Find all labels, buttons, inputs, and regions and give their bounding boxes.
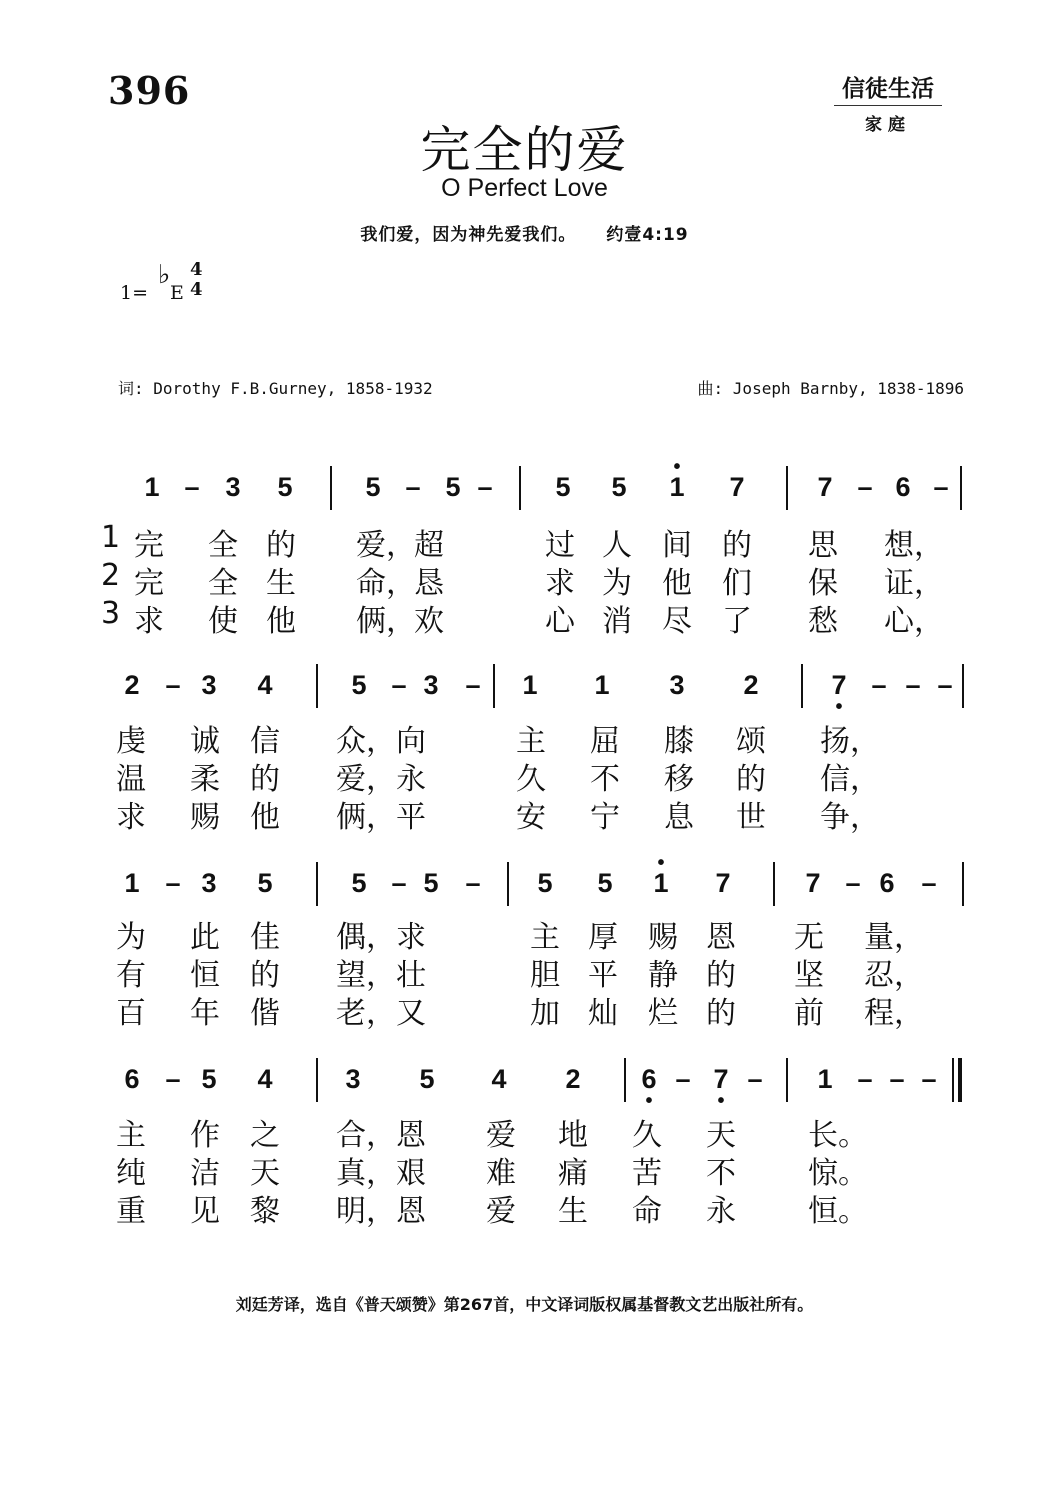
barline	[316, 862, 318, 906]
subcategory-label: 家庭	[865, 115, 911, 135]
note: 5	[351, 868, 367, 898]
note: 5	[611, 472, 627, 502]
octave-down-dot: •	[717, 1090, 725, 1112]
lyric-char: 之	[250, 1118, 280, 1153]
lyric-char: 2	[101, 558, 121, 593]
lyric-char: 纯	[116, 1156, 146, 1191]
lyric-char: 尽	[662, 604, 692, 639]
barline	[316, 664, 318, 708]
lyric-char: 心，	[884, 604, 944, 639]
dash-note: –	[871, 670, 887, 700]
lyric-char: 作	[190, 1118, 220, 1153]
dash-note: –	[905, 670, 921, 700]
lyric-char: 不	[706, 1156, 736, 1191]
lyric-char: 生	[558, 1194, 588, 1229]
lyric-char: 的	[250, 958, 280, 993]
note: 2	[743, 670, 759, 700]
lyric-char: 烂	[648, 996, 678, 1031]
lyric-char: 的	[266, 528, 296, 563]
lyric-char: 量，	[864, 920, 924, 955]
lyric-char: 间	[662, 528, 692, 563]
lyric-char: 地	[558, 1118, 588, 1153]
dash-note: –	[857, 472, 873, 502]
lyric-char: 全	[208, 528, 238, 563]
lyric-char: 加	[530, 996, 560, 1031]
note: 4	[257, 670, 273, 700]
note: 5	[365, 472, 381, 502]
lyric-char: 恩	[396, 1194, 426, 1229]
music-credit: 曲: Joseph Barnby, 1838-1896	[697, 379, 964, 398]
note: 4	[257, 1064, 273, 1094]
lyric-char: 静	[648, 958, 678, 993]
lyric-char: 3	[101, 596, 121, 631]
note: 2	[124, 670, 140, 700]
lyric-char: 壮	[396, 958, 426, 993]
lyric-char: 扬，	[820, 724, 880, 759]
barline	[962, 862, 964, 906]
lyric-char: 心	[545, 604, 575, 639]
lyric-char: 们	[722, 566, 752, 601]
lyric-char: 爱	[486, 1194, 516, 1229]
lyric-char: 思	[808, 528, 838, 563]
lyric-char: 久	[516, 762, 546, 797]
barline	[316, 1058, 318, 1102]
lyric-char: 超	[414, 528, 444, 563]
dash-note: –	[165, 868, 181, 898]
lyric-char: 颂	[736, 724, 766, 759]
lyric-char: 想，	[884, 528, 944, 563]
note: 3	[669, 670, 685, 700]
lyric-char: 消	[602, 604, 632, 639]
note: 5	[597, 868, 613, 898]
lyric-char: 年	[190, 996, 220, 1031]
note: 1	[594, 670, 610, 700]
lyric-char: 主	[116, 1118, 146, 1153]
flat-icon: ♭	[158, 260, 171, 290]
lyric-char: 完	[134, 566, 164, 601]
lyric-char: 宁	[590, 800, 620, 835]
note: 6	[879, 868, 895, 898]
lyric-char: 恩	[706, 920, 736, 955]
lyric-char: 的	[250, 762, 280, 797]
barline	[786, 466, 788, 510]
lyric-char: 灿	[588, 996, 618, 1031]
lyric-char: 合，	[336, 1118, 396, 1153]
lyric-char: 息	[664, 800, 694, 835]
dash-note: –	[391, 670, 407, 700]
dash-note: –	[465, 868, 481, 898]
note: 6	[895, 472, 911, 502]
dash-note: –	[165, 1064, 181, 1094]
note: 4	[491, 1064, 507, 1094]
note: 3	[225, 472, 241, 502]
dash-note: –	[921, 1064, 937, 1094]
lyric-char: 为	[116, 920, 146, 955]
lyric-char: 真，	[336, 1156, 396, 1191]
note: 7 •	[822, 670, 856, 701]
lyric-char: 老，	[336, 996, 396, 1031]
dash-note: –	[857, 1064, 873, 1094]
hymn-subtitle: O Perfect Love	[441, 174, 608, 202]
note: 3	[345, 1064, 361, 1094]
lyric-char: 求	[134, 604, 164, 639]
lyric-char: 程，	[864, 996, 924, 1031]
lyric-char: 又	[396, 996, 426, 1031]
time-signature	[190, 260, 203, 300]
lyric-char: 爱，	[356, 528, 416, 563]
note: 1 •	[644, 868, 678, 899]
dash-note: –	[921, 868, 937, 898]
lyric-char: 望，	[336, 958, 396, 993]
lyric-char: 恳	[414, 566, 444, 601]
octave-down-dot: •	[645, 1090, 653, 1112]
credits	[118, 376, 964, 399]
note: 5	[423, 868, 439, 898]
lyric-char: 他	[662, 566, 692, 601]
lyric-char: 赐	[190, 800, 220, 835]
note: 7	[729, 472, 745, 502]
hymn-number: 396	[108, 68, 191, 113]
lyric-char: 求	[116, 800, 146, 835]
lyric-char: 此	[190, 920, 220, 955]
dash-note: –	[933, 472, 949, 502]
lyric-char: 主	[516, 724, 546, 759]
lyric-char: 众，	[336, 724, 396, 759]
lyric-char: 爱，	[336, 762, 396, 797]
lyric-char: 洁	[190, 1156, 220, 1191]
barline	[624, 1058, 626, 1102]
hymn-title: 完全的爱	[420, 121, 629, 179]
note: 5	[419, 1064, 435, 1094]
lyric-char: 的	[706, 958, 736, 993]
verse-reference: 约壹4:19	[606, 225, 689, 245]
lyric-char: 虔	[116, 724, 146, 759]
lyric-char: 见	[190, 1194, 220, 1229]
lyric-char: 忍，	[864, 958, 924, 993]
barline	[493, 664, 495, 708]
lyric-char: 世	[736, 800, 766, 835]
note: 5	[445, 472, 461, 502]
lyric-char: 欢	[414, 604, 444, 639]
note: 1	[144, 472, 160, 502]
lyric-char: 完	[134, 528, 164, 563]
lyric-char: 命，	[356, 566, 416, 601]
lyric-char: 恒。	[808, 1194, 868, 1229]
barline	[507, 862, 509, 906]
lyric-char: 人	[602, 528, 632, 563]
lyric-char: 的	[736, 762, 766, 797]
barline	[960, 466, 962, 510]
lyric-char: 俩，	[356, 604, 416, 639]
lyric-char: 使	[208, 604, 238, 639]
lyric-char: 移	[664, 762, 694, 797]
lyric-char: 长。	[808, 1118, 868, 1153]
note: 1	[817, 1064, 833, 1094]
dash-note: –	[165, 670, 181, 700]
note: 5	[555, 472, 571, 502]
lyric-char: 向	[396, 724, 426, 759]
barline	[786, 1058, 788, 1102]
final-barline	[952, 1058, 954, 1102]
lyric-char: 明，	[336, 1194, 396, 1229]
lyric-char: 坚	[794, 958, 824, 993]
lyric-char: 他	[250, 800, 280, 835]
barline	[801, 664, 803, 708]
lyric-char: 为	[602, 566, 632, 601]
note: 5	[351, 670, 367, 700]
dash-note: –	[747, 1064, 763, 1094]
lyric-char: 的	[706, 996, 736, 1031]
note: 3	[423, 670, 439, 700]
lyric-char: 偕	[250, 996, 280, 1031]
lyric-char: 百	[116, 996, 146, 1031]
lyric-char: 无	[794, 920, 824, 955]
note: 1	[124, 868, 140, 898]
lyric-char: 命	[632, 1194, 662, 1229]
lyric-char: 爱	[486, 1118, 516, 1153]
lyric-char: 苦	[632, 1156, 662, 1191]
lyric-char: 保	[808, 566, 838, 601]
dash-note: –	[405, 472, 421, 502]
note: 3	[201, 670, 217, 700]
note: 7 •	[704, 1064, 738, 1095]
time-bottom: 4	[190, 279, 203, 300]
lyric-char: 厚	[588, 920, 618, 955]
key-prefix: 1=	[120, 282, 149, 304]
lyric-char: 难	[486, 1156, 516, 1191]
dash-note: –	[391, 868, 407, 898]
lyric-char: 诚	[190, 724, 220, 759]
octave-down-dot: •	[835, 696, 843, 718]
lyric-char: 求	[396, 920, 426, 955]
dash-note: –	[184, 472, 200, 502]
note: 1 •	[660, 472, 694, 503]
note: 2	[565, 1064, 581, 1094]
lyric-char: 艰	[396, 1156, 426, 1191]
lyric-char: 赐	[648, 920, 678, 955]
lyric-char: 争，	[820, 800, 880, 835]
lyric-char: 信，	[820, 762, 880, 797]
lyric-char: 证，	[884, 566, 944, 601]
lyric-char: 胆	[530, 958, 560, 993]
lyric-char: 了	[722, 604, 752, 639]
lyric-char: 安	[516, 800, 546, 835]
lyric-char: 偶，	[336, 920, 396, 955]
note: 7	[817, 472, 833, 502]
dash-note: –	[937, 670, 953, 700]
lyric-char: 久	[632, 1118, 662, 1153]
note: 7	[805, 868, 821, 898]
lyric-char: 恩	[396, 1118, 426, 1153]
lyric-char: 不	[590, 762, 620, 797]
lyric-char: 膝	[664, 724, 694, 759]
lyric-char: 黎	[250, 1194, 280, 1229]
note: 5	[277, 472, 293, 502]
lyric-char: 重	[116, 1194, 146, 1229]
lyric-char: 求	[545, 566, 575, 601]
lyric-char: 平	[396, 800, 426, 835]
lyric-char: 温	[116, 762, 146, 797]
lyric-char: 天	[706, 1118, 736, 1153]
lyric-char: 恒	[190, 958, 220, 993]
footer-note: 刘廷芳译，选自《普天颂赞》第267首，中文译词版权属基督教文艺出版社所有。	[235, 1295, 814, 1314]
dash-note: –	[465, 670, 481, 700]
final-barline	[958, 1058, 962, 1102]
lyric-char: 平	[588, 958, 618, 993]
scripture-verse	[0, 220, 1049, 245]
lyric-char: 俩，	[336, 800, 396, 835]
octave-up-dot: •	[673, 456, 681, 478]
lyric-char: 全	[208, 566, 238, 601]
dash-note: –	[889, 1064, 905, 1094]
lyric-char: 天	[250, 1156, 280, 1191]
barline	[962, 664, 964, 708]
lyric-char: 的	[722, 528, 752, 563]
note: 6 •	[632, 1064, 666, 1095]
words-credit: 词: Dorothy F.B.Gurney, 1858-1932	[118, 379, 433, 398]
note: 6	[124, 1064, 140, 1094]
note: 3	[201, 868, 217, 898]
lyric-char: 1	[101, 520, 121, 555]
category-label: 信徒生活	[834, 70, 942, 106]
lyric-char: 生	[266, 566, 296, 601]
lyric-char: 佳	[250, 920, 280, 955]
lyric-char: 前	[794, 996, 824, 1031]
dash-note: –	[845, 868, 861, 898]
note: 5	[257, 868, 273, 898]
octave-up-dot: •	[657, 852, 665, 874]
barline	[773, 862, 775, 906]
note: 7	[715, 868, 731, 898]
dash-note: –	[477, 472, 493, 502]
lyric-char: 屈	[590, 724, 620, 759]
verse-text: 我们爱，因为神先爱我们。	[360, 225, 577, 245]
note: 5	[537, 868, 553, 898]
lyric-char: 过	[545, 528, 575, 563]
lyric-char: 柔	[190, 762, 220, 797]
lyric-char: 痛	[558, 1156, 588, 1191]
note: 5	[201, 1064, 217, 1094]
barline	[330, 466, 332, 510]
lyric-char: 他	[266, 604, 296, 639]
lyric-char: 有	[116, 958, 146, 993]
lyric-char: 永	[396, 762, 426, 797]
lyric-char: 信	[250, 724, 280, 759]
note: 1	[522, 670, 538, 700]
lyric-char: 愁	[808, 604, 838, 639]
dash-note: –	[675, 1064, 691, 1094]
lyric-char: 惊。	[808, 1156, 868, 1191]
lyric-char: 主	[530, 920, 560, 955]
barline	[519, 466, 521, 510]
key-note: E	[170, 282, 184, 304]
lyric-char: 永	[706, 1194, 736, 1229]
time-top: 4	[190, 259, 203, 280]
